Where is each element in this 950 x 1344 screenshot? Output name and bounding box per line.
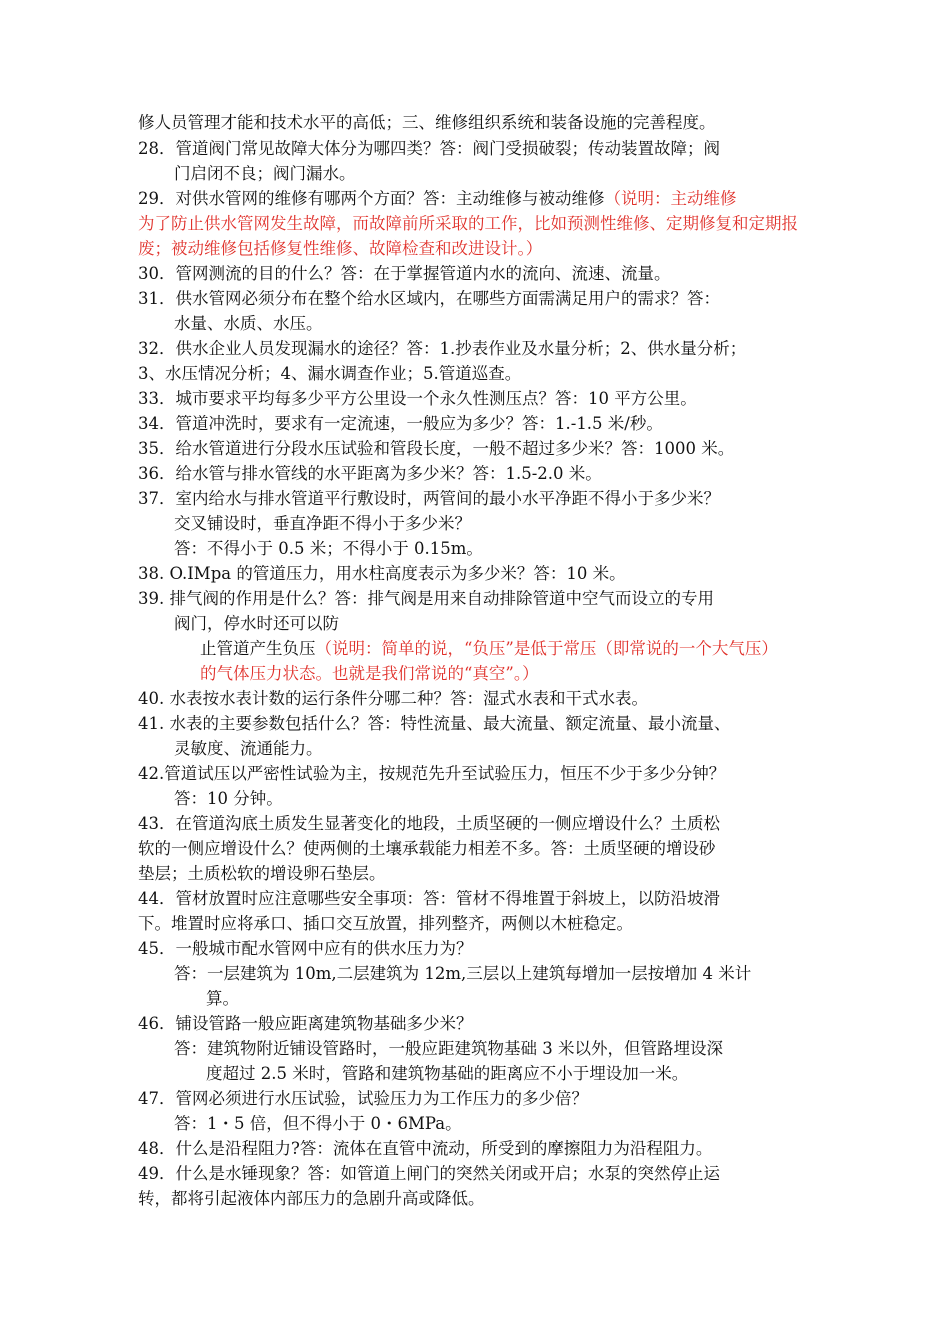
text-line: 36．给水管与排水管线的水平距离为多少米？答：1.5-2.0 米。 [138,464,602,483]
text-line: 37．室内给水与排水管道平行敷设时，两管间的最小水平净距不得小于多少米？ [138,489,720,508]
text-line: 交叉铺设时，垂直净距不得小于多少米？ [174,514,471,533]
text-line: 35．给水管道进行分段水压试验和管段长度，一般不超过多少米？答：1000 米。 [138,439,735,458]
text-line: 33．城市要求平均每多少平方公里设一个永久性测压点？答：10 平方公里。 [138,389,697,408]
text-line: 34．管道冲洗时，要求有一定流速，一般应为多少？答：1.-1.5 米/秒。 [138,414,663,433]
text-line: 45．一般城市配水管网中应有的供水压力为？ [138,939,473,958]
text-line: 40. 水表按水表计数的运行条件分哪二种？答：湿式水表和干式水表。 [138,689,648,708]
text-line: 32．供水企业人员发现漏水的途径？答：1.抄表作业及水量分析；2、供水量分析； [138,339,747,358]
text-line: 答：不得小于 0.5 米；不得小于 0.15m。 [174,539,483,558]
text-line: 41. 水表的主要参数包括什么？答：特性流量、最大流量、额定流量、最小流量、 [138,714,731,733]
text-line: 49．什么是水锤现象？答：如管道上闸门的突然关闭或开启；水泵的突然停止运 [138,1164,720,1183]
text-line: 答：一层建筑为 10m,二层建筑为 12m,三层以上建筑每增加一层按增加 4 米计 [174,964,752,983]
text-line: 水量、水质、水压。 [174,314,323,333]
text-line: 42.管道试压以严密性试验为主，按规范先升至试验压力，恒压不少于多少分钟？ [138,764,726,783]
text-line: 答：建筑物附近铺设管路时，一般应距建筑物基础 3 米以外，但管路埋设深 [174,1039,723,1058]
text-line: 48．什么是沿程阻力?答：流体在直管中流动，所受到的摩擦阻力为沿程阻力。 [138,1139,713,1158]
note-text: （说明：简单的说，“负压”是低于常压（即常说的一个大气压） [315,639,778,658]
note-text: （说明：主动维修 [604,189,737,208]
note-text: 的气体压力状态。也就是我们常说的“真空”。） [200,664,539,683]
text-line [200,664,539,684]
text-line: 灵敏度、流通能力。 [174,739,323,758]
text-line [138,214,798,234]
text-line: 44．管材放置时应注意哪些安全事项：答：管材不得堆置于斜坡上，以防沿坡滑 [138,889,720,908]
text-line: 下。堆置时应将承口、插口交互放置，排列整齐，两侧以木桩稳定。 [138,914,633,933]
text-line: 28．管道阀门常见故障大体分为哪四类？答：阀门受损破裂；传动装置故障；阀 [138,139,720,158]
text-line: 阀门，停水时还可以防 [174,614,339,633]
text-line: 垫层；土质松软的增设卵石垫层。 [138,864,386,883]
text-line: 43．在管道沟底土质发生显著变化的地段，土质坚硬的一侧应增设什么？土质松 [138,814,720,833]
text-line: 答：10 分钟。 [174,789,283,808]
text-line: 止管道产生负压（说明：简单的说，“负压”是低于常压（即常说的一个大气压） [200,639,778,658]
text-line: 47．管网必须进行水压试验，试验压力为工作压力的多少倍？ [138,1089,588,1108]
text-line: 软的一侧应增设什么？使两侧的土壤承载能力相差不多。答：土质坚硬的增设砂 [138,839,716,858]
text-line: 算。 [206,989,239,1008]
text-line: 转，都将引起液体内部压力的急剧升高或降低。 [138,1189,485,1208]
text-line: 29．对供水管网的维修有哪两个方面？答：主动维修与被动维修（说明：主动维修 [138,189,737,208]
text-line: 31．供水管网必须分布在整个给水区域内，在哪些方面需满足用户的需求？答： [138,289,720,308]
text-line: 度超过 2.5 米时，管路和建筑物基础的距离应不小于埋设加一米。 [206,1064,689,1083]
text-line: 46．铺设管路一般应距离建筑物基础多少米？ [138,1014,473,1033]
note-text: 废；被动维修包括修复性维修、故障检查和改进设计。） [138,239,543,258]
note-text: 为了防止供水管网发生故障，而故障前所采取的工作，比如预测性维修、定期修复和定期报 [138,214,798,233]
text-line: 3、水压情况分析；4、漏水调查作业；5.管道巡查。 [138,364,522,383]
text-line: 答：1・5 倍，但不得小于 0・6MPa。 [174,1114,462,1133]
text-line [138,239,542,259]
text-line: 39. 排气阀的作用是什么？答：排气阀是用来自动排除管道中空气而设立的专用 [138,589,714,608]
text-line: 38. O.IMpa 的管道压力，用水柱高度表示为多少米？答：10 米。 [138,564,626,583]
text-line: 30．管网测流的目的什么？答：在于掌握管道内水的流向、流速、流量。 [138,264,671,283]
text-line: 修人员管理才能和技术水平的高低；三、维修组织系统和装备设施的完善程度。 [138,113,716,132]
text-line: 门启闭不良；阀门漏水。 [174,164,356,183]
